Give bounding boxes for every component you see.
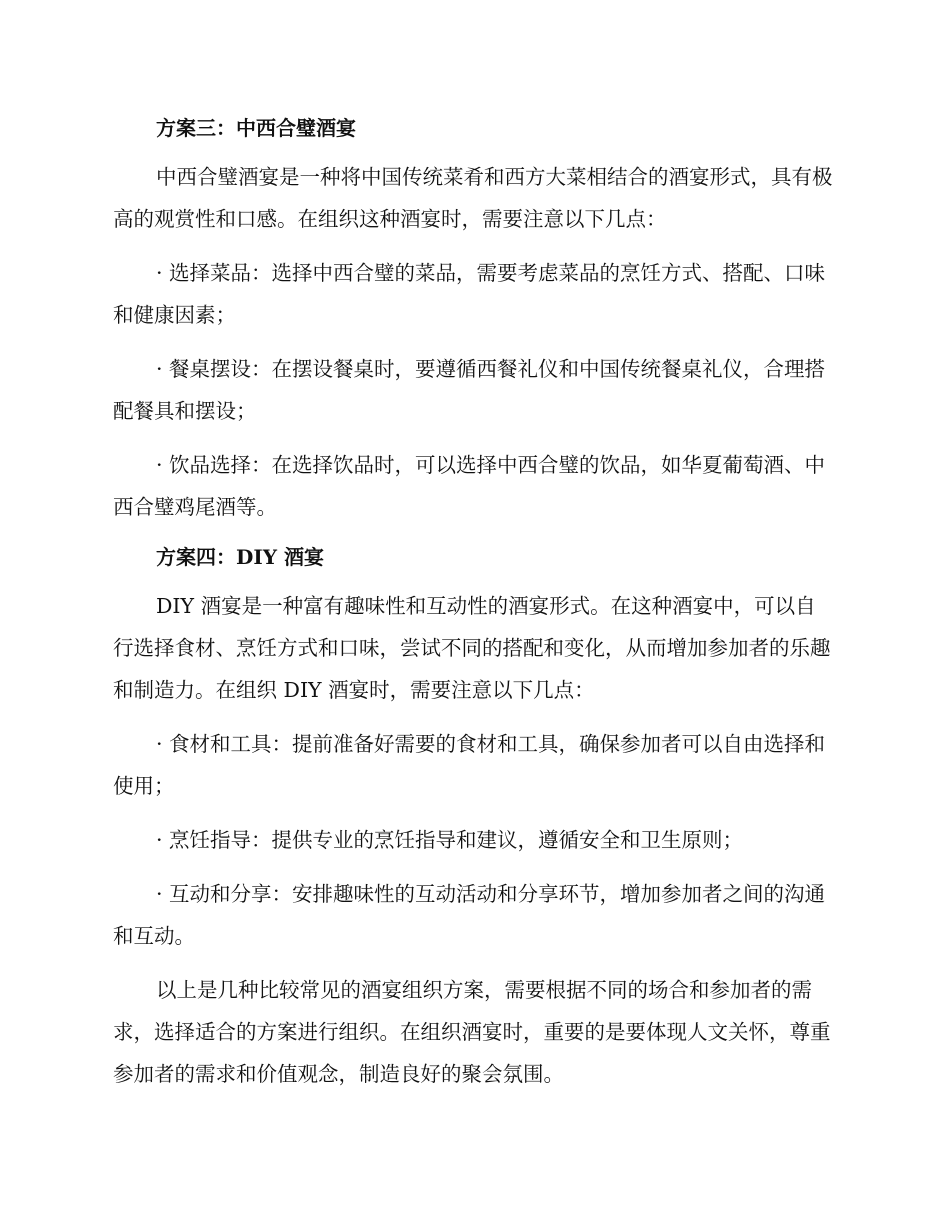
bullet-point: · 餐桌摆设：在摆设餐桌时，要遵循西餐礼仪和中国传统餐桌礼仪，合理搭配餐具和摆设；	[113, 357, 826, 423]
bullet-point: · 烹饪指导：提供专业的烹饪指导和建议，遵循安全和卫生原则；	[156, 828, 744, 852]
conclusion-paragraph: 以上是几种比较常见的酒宴组织方案，需要根据不同的场合和参加者的需求，选择适合的方案进行组织。在组织酒宴时，重要的是要体现人文关怀，尊重参加者的需求和价值观念，制造良好的聚会氛围。	[113, 978, 831, 1086]
section-heading-plan-3: 方案三：中西合璧酒宴	[156, 116, 356, 140]
section-intro-plan-4: DIY 酒宴是一种富有趣味性和互动性的酒宴形式。在这种酒宴中，可以自行选择食材、烹饪方式和口味，尝试不同的搭配和变化，从而增加参加者的乐趣和制造力。在组织 DIY 酒宴时，需要注意以下几点：	[113, 594, 831, 702]
section-heading-plan-4: 方案四：DIY 酒宴	[156, 545, 324, 569]
document-body	[113, 112, 835, 1095]
bullet-point: · 互动和分享：安排趣味性的互动活动和分享环节，增加参加者之间的沟通和互动。	[113, 882, 826, 948]
bullet-point: · 选择菜品：选择中西合璧的菜品，需要考虑菜品的烹饪方式、搭配、口味和健康因素；	[113, 261, 826, 327]
bullet-point: · 食材和工具：提前准备好需要的食材和工具，确保参加者可以自由选择和使用；	[113, 732, 826, 798]
bullet-point: · 饮品选择：在选择饮品时，可以选择中西合璧的饮品，如华夏葡萄酒、中西合璧鸡尾酒等。	[113, 453, 826, 519]
section-intro-plan-3: 中西合璧酒宴是一种将中国传统菜肴和西方大菜相结合的酒宴形式，具有极高的观赏性和口感。在组织这种酒宴时，需要注意以下几点：	[113, 165, 833, 231]
